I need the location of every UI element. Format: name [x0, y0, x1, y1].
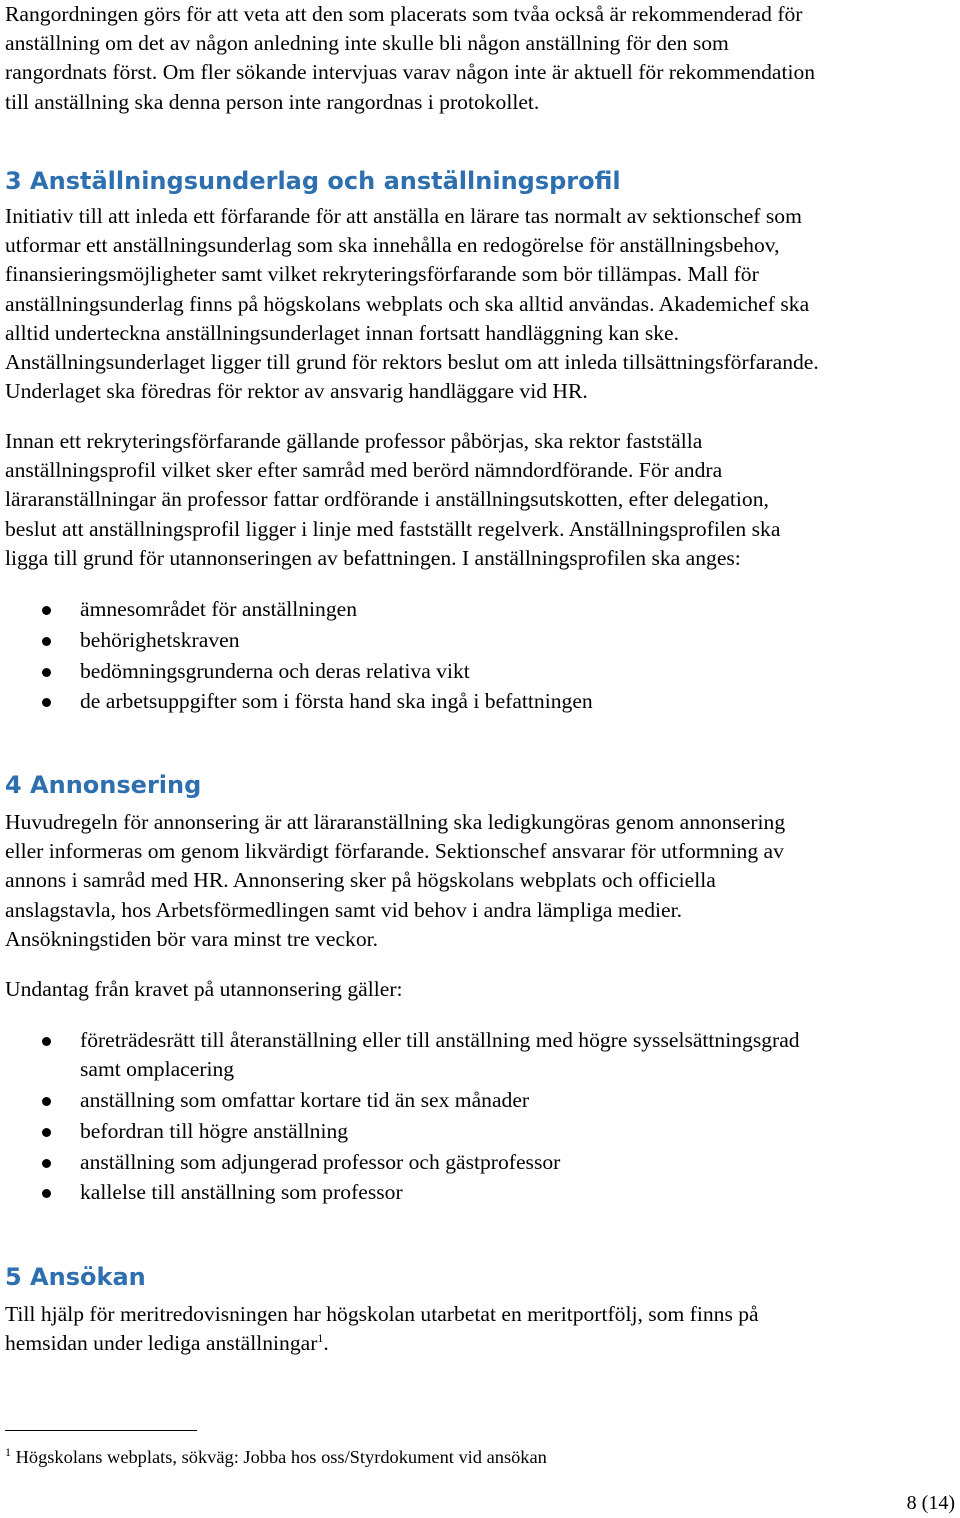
bullet-icon — [42, 1037, 51, 1046]
footnote-text: Högskolans webplats, sökväg: Jobba hos oss/Styrdokument vid ansökan — [11, 1447, 547, 1467]
bullet-icon — [42, 1159, 51, 1168]
text-line: Initiativ till att inleda ett förfarande för att anställa en lärare tas normalt av sektionschef som — [5, 204, 802, 228]
list-item — [5, 595, 593, 624]
list-item — [5, 626, 593, 655]
text-line: Ansökningstiden bör vara minst tre veckor. — [5, 926, 379, 951]
text-line: anslagstavla, hos Arbetsförmedlingen samt vid behov i andra lämpliga medier. — [5, 897, 683, 922]
list-item — [5, 657, 593, 686]
footnote-separator — [5, 1430, 197, 1431]
section-3-bullet-list — [5, 595, 593, 718]
list-item-text: bedömningsgrunderna och deras relativa vikt — [80, 658, 470, 683]
text-line: ligga till grund för utannonseringen av befattningen. I anställningsprofilen ska anges: — [5, 545, 741, 570]
bullet-icon — [42, 637, 51, 646]
section-5-heading: 5 Ansökan — [5, 1263, 146, 1291]
list-item-text: behörighetskraven — [80, 627, 240, 652]
bullet-icon — [42, 1097, 51, 1106]
list-item-text-continued: samt omplacering — [80, 1057, 235, 1082]
footnote-reference: 1 — [317, 1331, 324, 1346]
text-line: Underlaget ska föredras för rektor av ansvarig handläggare vid HR. — [5, 379, 588, 404]
text-line: läraranställningar än professor fattar ordförande i anställningsutskotten, efter delegation, — [5, 487, 769, 512]
page-number: 8 (14) — [906, 1492, 955, 1514]
list-item — [5, 1026, 800, 1084]
bullet-icon — [42, 668, 51, 677]
list-item — [5, 1178, 800, 1207]
sentence-end: . — [323, 1331, 329, 1356]
list-item-text: kallelse till anställning som professor — [80, 1180, 403, 1205]
list-item-text: anställning som adjungerad professor och gästprofessor — [80, 1149, 561, 1174]
text-line: Huvudregeln för annonsering är att läraranställning ska ledigkungöras genom annonsering — [5, 810, 786, 834]
text-line: till anställning ska denna person inte rangordnas i protokollet. — [5, 89, 540, 114]
text-line: rangordnats först. Om fler sökande intervjuas varav någon inte är aktuell för rekommendation — [5, 60, 816, 85]
text-line: Innan ett rekryteringsförfarande gällande professor påbörjas, ska rektor fastställa — [5, 429, 703, 453]
section-3-heading: 3 Anställningsunderlag och anställningsprofil — [5, 167, 621, 195]
text-line: alltid underteckna anställningsunderlaget innan fortsatt handläggning kan ske. — [5, 320, 680, 345]
text-line: finansieringsmöjligheter samt vilket rekryteringsförfarande som bör tillämpas. Mall för — [5, 262, 759, 287]
list-item — [5, 1148, 800, 1177]
text-line: annons i samråd med HR. Annonsering sker på högskolans webplats och officiella — [5, 868, 716, 893]
section-4-paragraph-2 — [5, 975, 403, 1004]
list-item-text: ämnesområdet för anställningen — [80, 597, 358, 621]
list-item-text: anställning som omfattar kortare tid än sex månader — [80, 1088, 530, 1112]
section-4-bullet-list — [5, 1026, 800, 1209]
footnote — [5, 1445, 547, 1469]
text-line: Anställningsunderlaget ligger till grund för rektors beslut om att inleda tillsättningsförfarande. — [5, 350, 819, 375]
list-item-text: företrädesrätt till återanställning eller till anställning med högre sysselsättningsgrad — [80, 1028, 800, 1052]
list-item — [5, 687, 593, 716]
text-line: anställningsunderlag finns på högskolans webplats och ska alltid användas. Akademichef ska — [5, 291, 810, 316]
text-line: anställningsprofil vilket sker efter samråd med berörd nämndordförande. För andra — [5, 458, 723, 483]
section-3-paragraph-2 — [5, 427, 780, 573]
bullet-icon — [42, 698, 51, 707]
list-item — [5, 1086, 800, 1115]
section-4-heading: 4 Annonsering — [5, 771, 202, 799]
bullet-icon — [42, 606, 51, 615]
list-item-text: de arbetsuppgifter som i första hand ska ingå i befattningen — [80, 689, 593, 714]
section-3-paragraph-1 — [5, 202, 819, 406]
text-line: eller informeras om genom likvärdigt förfarande. Sektionschef ansvarar för utformning av — [5, 839, 784, 864]
footnote-number: 1 — [5, 1444, 11, 1459]
text-line: Rangordningen görs för att veta att den som placerats som tvåa också är rekommenderad för — [5, 2, 803, 26]
text-line: Undantag från kravet på utannonsering gäller: — [5, 977, 403, 1001]
text-line: utformar ett anställningsunderlag som ska innehålla en redogörelse för anställningsbehov, — [5, 233, 780, 258]
text-line: anställning om det av någon anledning inte skulle bli någon anställning för den som — [5, 31, 729, 56]
text-line: Till hjälp för meritredovisningen har högskolan utarbetat en meritportfölj, som finns på — [5, 1302, 759, 1326]
section-5-paragraph — [5, 1300, 759, 1358]
bullet-icon — [42, 1189, 51, 1198]
section-4-paragraph-1 — [5, 808, 785, 954]
bullet-icon — [42, 1128, 51, 1137]
list-item-text: befordran till högre anställning — [80, 1118, 349, 1143]
text-line: hemsidan under lediga anställningar — [5, 1331, 318, 1356]
list-item — [5, 1117, 800, 1146]
text-line: beslut att anställningsprofil ligger i linje med fastställt regelverk. Anställningsprofilen ska — [5, 516, 781, 541]
intro-paragraph — [5, 0, 815, 117]
